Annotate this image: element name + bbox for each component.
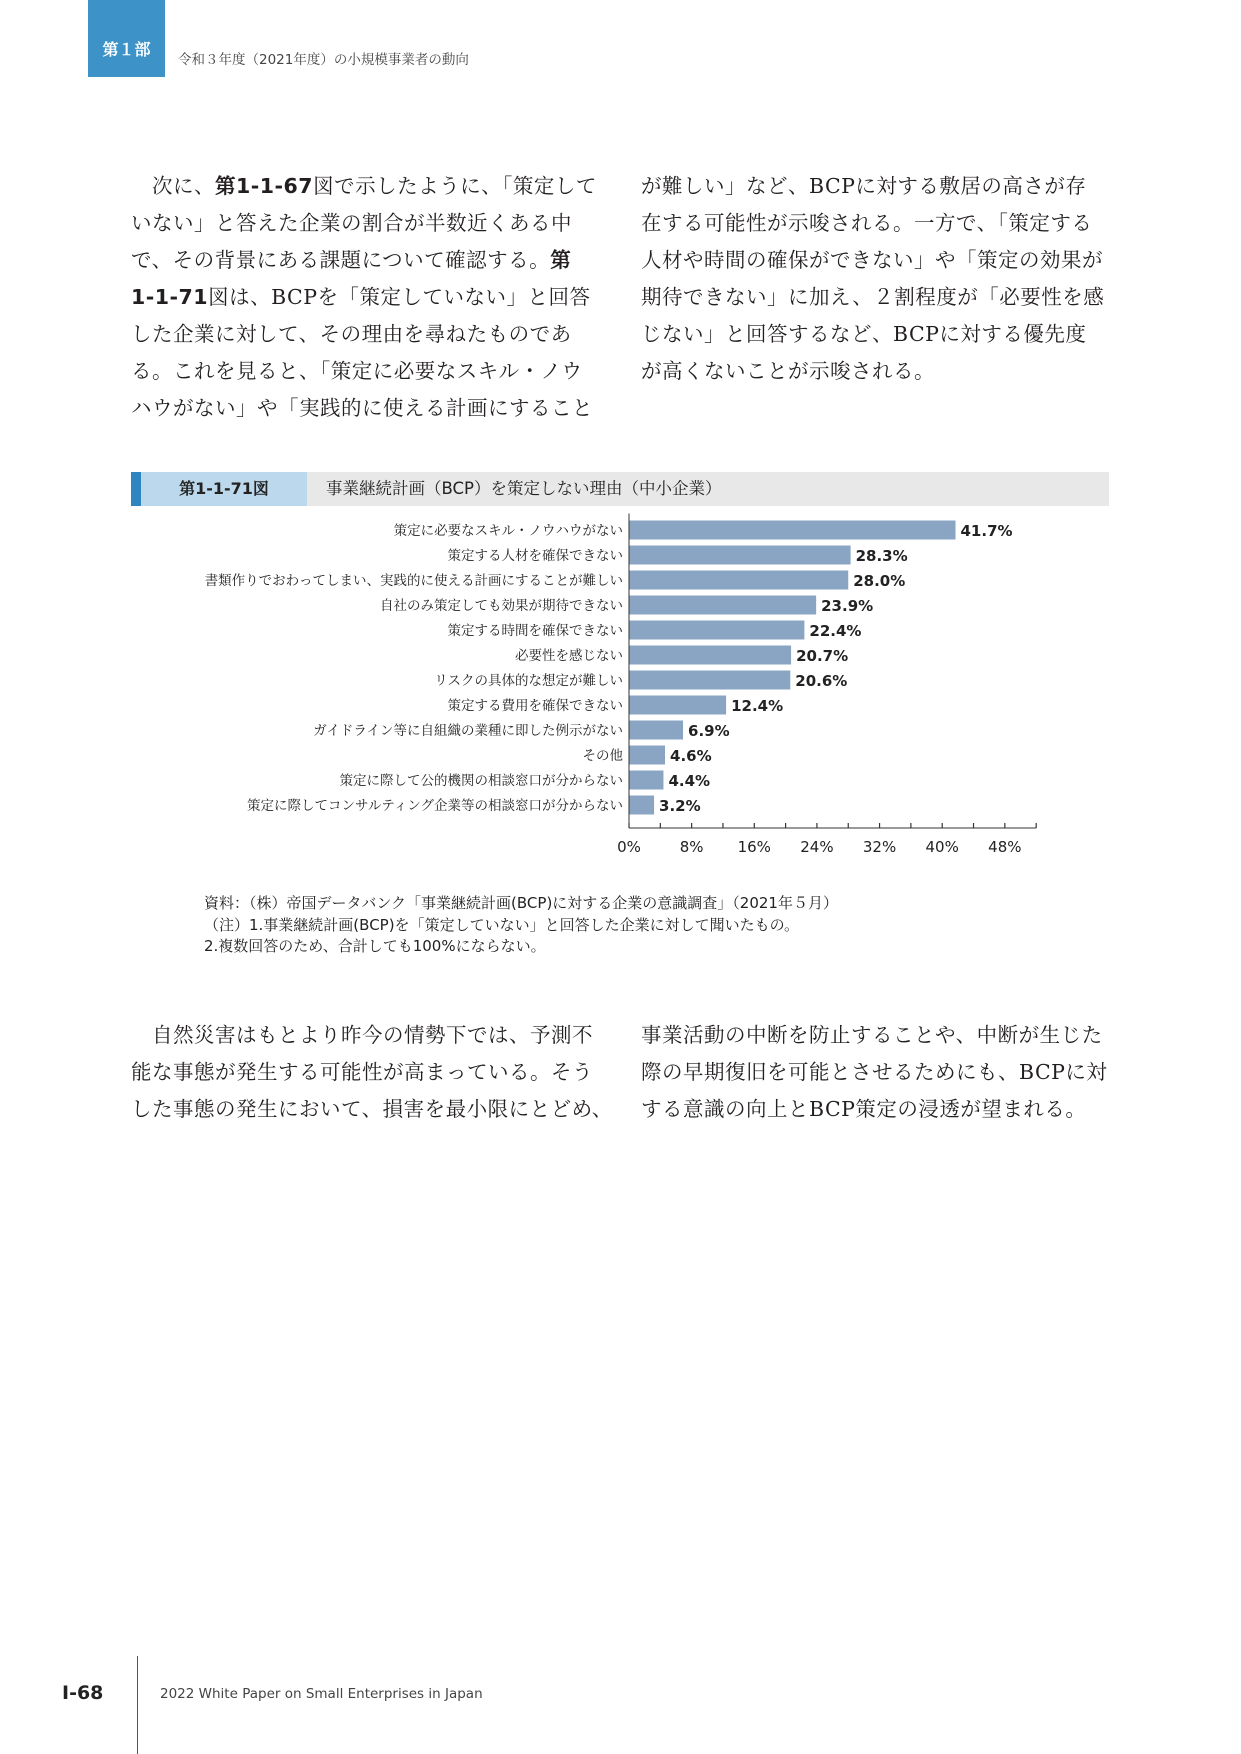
category-label: 策定に際してコンサルティング企業等の相談窓口が分からない [247, 798, 623, 814]
category-label: 書類作りでおわってしまい、実践的に使える計画にすることが難しい [204, 573, 623, 589]
body-line: が難しい」など、BCPに対する敷居の高さが存 [641, 174, 1087, 198]
body-line: 次に、第1-1-67図で示したように、「策定して [131, 174, 597, 198]
x-tick-label: 32% [862, 838, 897, 856]
value-label: 28.0% [853, 572, 906, 590]
footer-divider [137, 1656, 138, 1754]
bar [629, 646, 791, 665]
body-line: した企業に対して、その理由を尋ねたものであ [131, 322, 572, 346]
body-line: 在する可能性が示唆される。一方で、「策定する [641, 211, 1093, 235]
x-tick-label: 8% [679, 838, 704, 856]
running-header-title: 令和３年度（2021年度）の小規模事業者の動向 [178, 52, 469, 68]
x-tick-label: 24% [800, 838, 834, 856]
body-line: 際の早期復旧を可能とさせるためにも、BCPに対 [641, 1060, 1108, 1084]
note-1: （注）1.事業継続計画(BCP)を「策定していない」と回答した企業に対して聞いたもの。 [204, 915, 799, 934]
bar [629, 746, 665, 765]
category-label: 策定する費用を確保できない [447, 698, 623, 714]
category-label: 策定する人材を確保できない [447, 548, 623, 564]
value-label: 4.6% [670, 747, 712, 765]
part-label: 第１部 [102, 40, 151, 59]
note-2: 2.複数回答のため、合計しても100%にならない。 [204, 937, 546, 955]
body-line: 能な事態が発生する可能性が高まっている。そう [131, 1060, 593, 1084]
x-tick-label: 0% [617, 838, 641, 856]
value-label: 28.3% [855, 547, 908, 565]
body-line: ハウがない」や「実践的に使える計画にすること [131, 396, 593, 420]
figure-number: 第1-1-71図 [141, 472, 307, 506]
body-line: 期待できない」に加え、２割程度が「必要性を感 [641, 285, 1105, 309]
figure-title: 事業継続計画（BCP）を策定しない理由（中小企業） [326, 479, 722, 498]
figure-notes [204, 893, 838, 958]
x-tick-label: 16% [737, 838, 771, 856]
x-tick-label: 40% [925, 838, 959, 856]
body-line: 事業活動の中断を防止することや、中断が生じた [641, 1023, 1103, 1047]
bar [629, 771, 663, 790]
body-line: 1-1-71図は、BCPを「策定していない」と回答 [131, 285, 591, 309]
body-text-column-3 [131, 1017, 613, 1128]
category-label: ガイドライン等に自組織の業種に即した例示がない [313, 723, 623, 739]
bar [629, 596, 816, 615]
category-label: その他 [582, 748, 623, 764]
body-line: で、その背景にある課題について確認する。第 [131, 248, 572, 272]
value-label: 22.4% [809, 622, 862, 640]
bar [629, 571, 848, 590]
body-line: が高くないことが示唆される。 [641, 359, 935, 383]
body-line: した事態の発生において、損害を最小限にとどめ、 [131, 1097, 613, 1121]
value-label: 20.6% [795, 672, 848, 690]
bar [629, 671, 790, 690]
category-label: 策定に必要なスキル・ノウハウがない [393, 523, 623, 539]
body-line: る。これを見ると、「策定に必要なスキル・ノウ [131, 359, 583, 383]
category-label: リスクの具体的な想定が難しい [434, 673, 623, 689]
publication-title: 2022 White Paper on Small Enterprises in Japan [160, 1686, 483, 1702]
body-line: じない」と回答するなど、BCPに対する優先度 [641, 322, 1087, 346]
bar [629, 721, 683, 740]
value-label: 23.9% [821, 597, 874, 615]
category-label: 自社のみ策定しても効果が期待できない [380, 598, 623, 614]
bar [629, 521, 956, 540]
bar [629, 696, 726, 715]
body-line: 自然災害はもとより昨今の情勢下では、予測不 [131, 1023, 593, 1047]
source-note: 資料：（株）帝国データバンク「事業継続計画(BCP)に対する企業の意識調査」（2021年５月） [204, 894, 838, 912]
body-text-column-4 [641, 1017, 1111, 1128]
body-line: 人材や時間の確保ができない」や「策定の効果が [641, 248, 1103, 272]
category-label: 必要性を感じない [515, 648, 623, 664]
page-number: I-68 [62, 1682, 104, 1704]
value-label: 41.7% [960, 522, 1013, 540]
bar [629, 796, 654, 815]
bar [629, 621, 804, 640]
x-tick-label: 48% [988, 838, 1022, 856]
category-label: 策定する時間を確保できない [447, 623, 623, 639]
category-label: 策定に際して公的機関の相談窓口が分からない [339, 773, 623, 789]
body-line: いない」と答えた企業の割合が半数近くある中 [131, 211, 572, 235]
body-line: する意識の向上とBCP策定の浸透が望まれる。 [641, 1097, 1087, 1121]
bar [629, 546, 851, 565]
value-label: 20.7% [796, 647, 849, 665]
value-label: 12.4% [731, 697, 784, 715]
value-label: 6.9% [688, 722, 730, 740]
value-label: 3.2% [659, 797, 701, 815]
value-label: 4.4% [668, 772, 711, 790]
